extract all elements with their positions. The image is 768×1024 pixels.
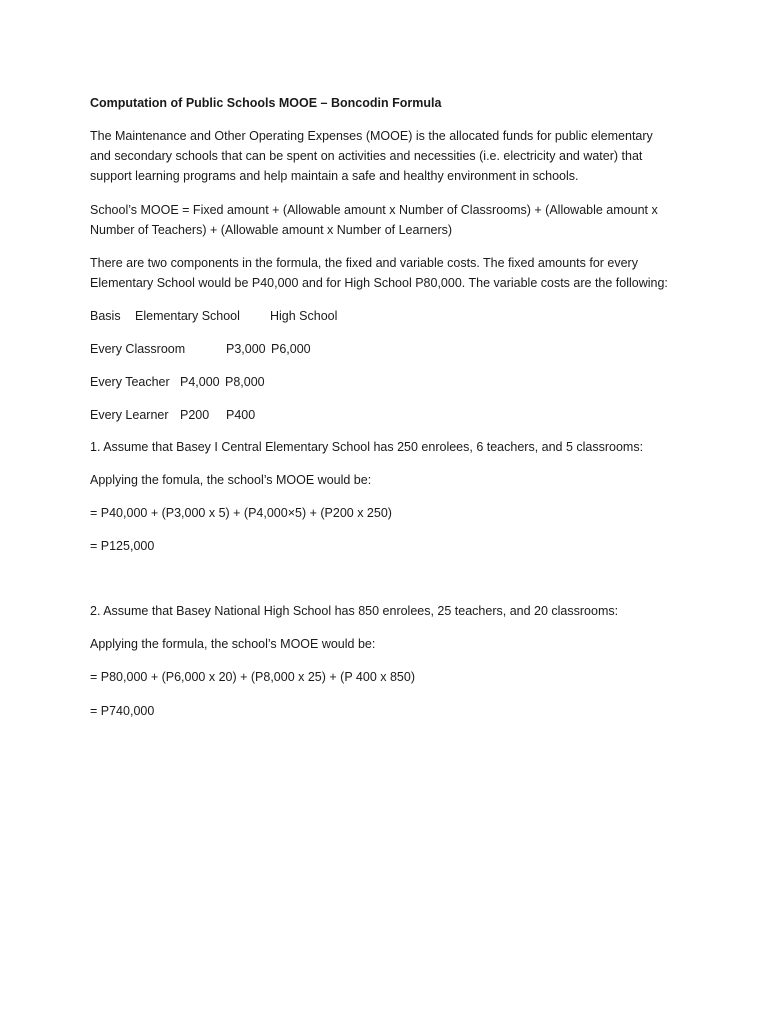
row-elementary: P200: [180, 408, 210, 422]
row-highschool: P400: [226, 408, 256, 422]
example2-result: = P740,000: [90, 704, 155, 718]
row-elementary: P3,000: [226, 342, 266, 356]
header-highschool: High School: [270, 309, 338, 323]
header-basis: Basis: [90, 309, 121, 323]
intro-line-2: and secondary schools that can be spent on activities and necessities (i.e. electricity and water) that: [90, 149, 643, 163]
row-highschool: P6,000: [271, 342, 311, 356]
example1-computation: = P40,000 + (P3,000 x 5) + (P4,000×5) + (P200 x 250): [90, 506, 392, 520]
formula-line-1: School’s MOOE = Fixed amount + (Allowable amount x Number of Classrooms) + (Allowable amount x: [90, 203, 658, 217]
example2-applying: Applying the formula, the school’s MOOE would be:: [90, 637, 376, 651]
header-elementary: Elementary School: [135, 309, 240, 323]
row-highschool: P8,000: [225, 375, 265, 389]
row-basis: Every Teacher: [90, 375, 170, 389]
row-basis: Every Classroom: [90, 342, 186, 356]
example2-assumption: 2. Assume that Basey National High School has 850 enrolees, 25 teachers, and 20 classrooms:: [90, 604, 619, 618]
row-elementary: P4,000: [180, 375, 220, 389]
formula-line-2: Number of Teachers) + (Allowable amount x Number of Learners): [90, 223, 453, 237]
intro-line-1: The Maintenance and Other Operating Expenses (MOOE) is the allocated funds for public elementary: [90, 129, 653, 143]
example2-computation: = P80,000 + (P6,000 x 20) + (P8,000 x 25) + (P 400 x 850): [90, 670, 415, 684]
example1-applying: Applying the fomula, the school’s MOOE would be:: [90, 473, 372, 487]
components-line-2: Elementary School would be P40,000 and for High School P80,000. The variable costs are the following:: [90, 276, 668, 290]
intro-line-3: support learning programs and help maintain a safe and healthy environment in schools.: [90, 169, 579, 183]
row-basis: Every Learner: [90, 408, 169, 422]
components-line-1: There are two components in the formula, the fixed and variable costs. The fixed amounts for every: [90, 256, 638, 270]
example1-assumption: 1. Assume that Basey I Central Elementary School has 250 enrolees, 6 teachers, and 5 classrooms:: [90, 440, 644, 454]
example1-result: = P125,000: [90, 539, 155, 553]
document-title: Computation of Public Schools MOOE – Boncodin Formula: [90, 96, 442, 110]
